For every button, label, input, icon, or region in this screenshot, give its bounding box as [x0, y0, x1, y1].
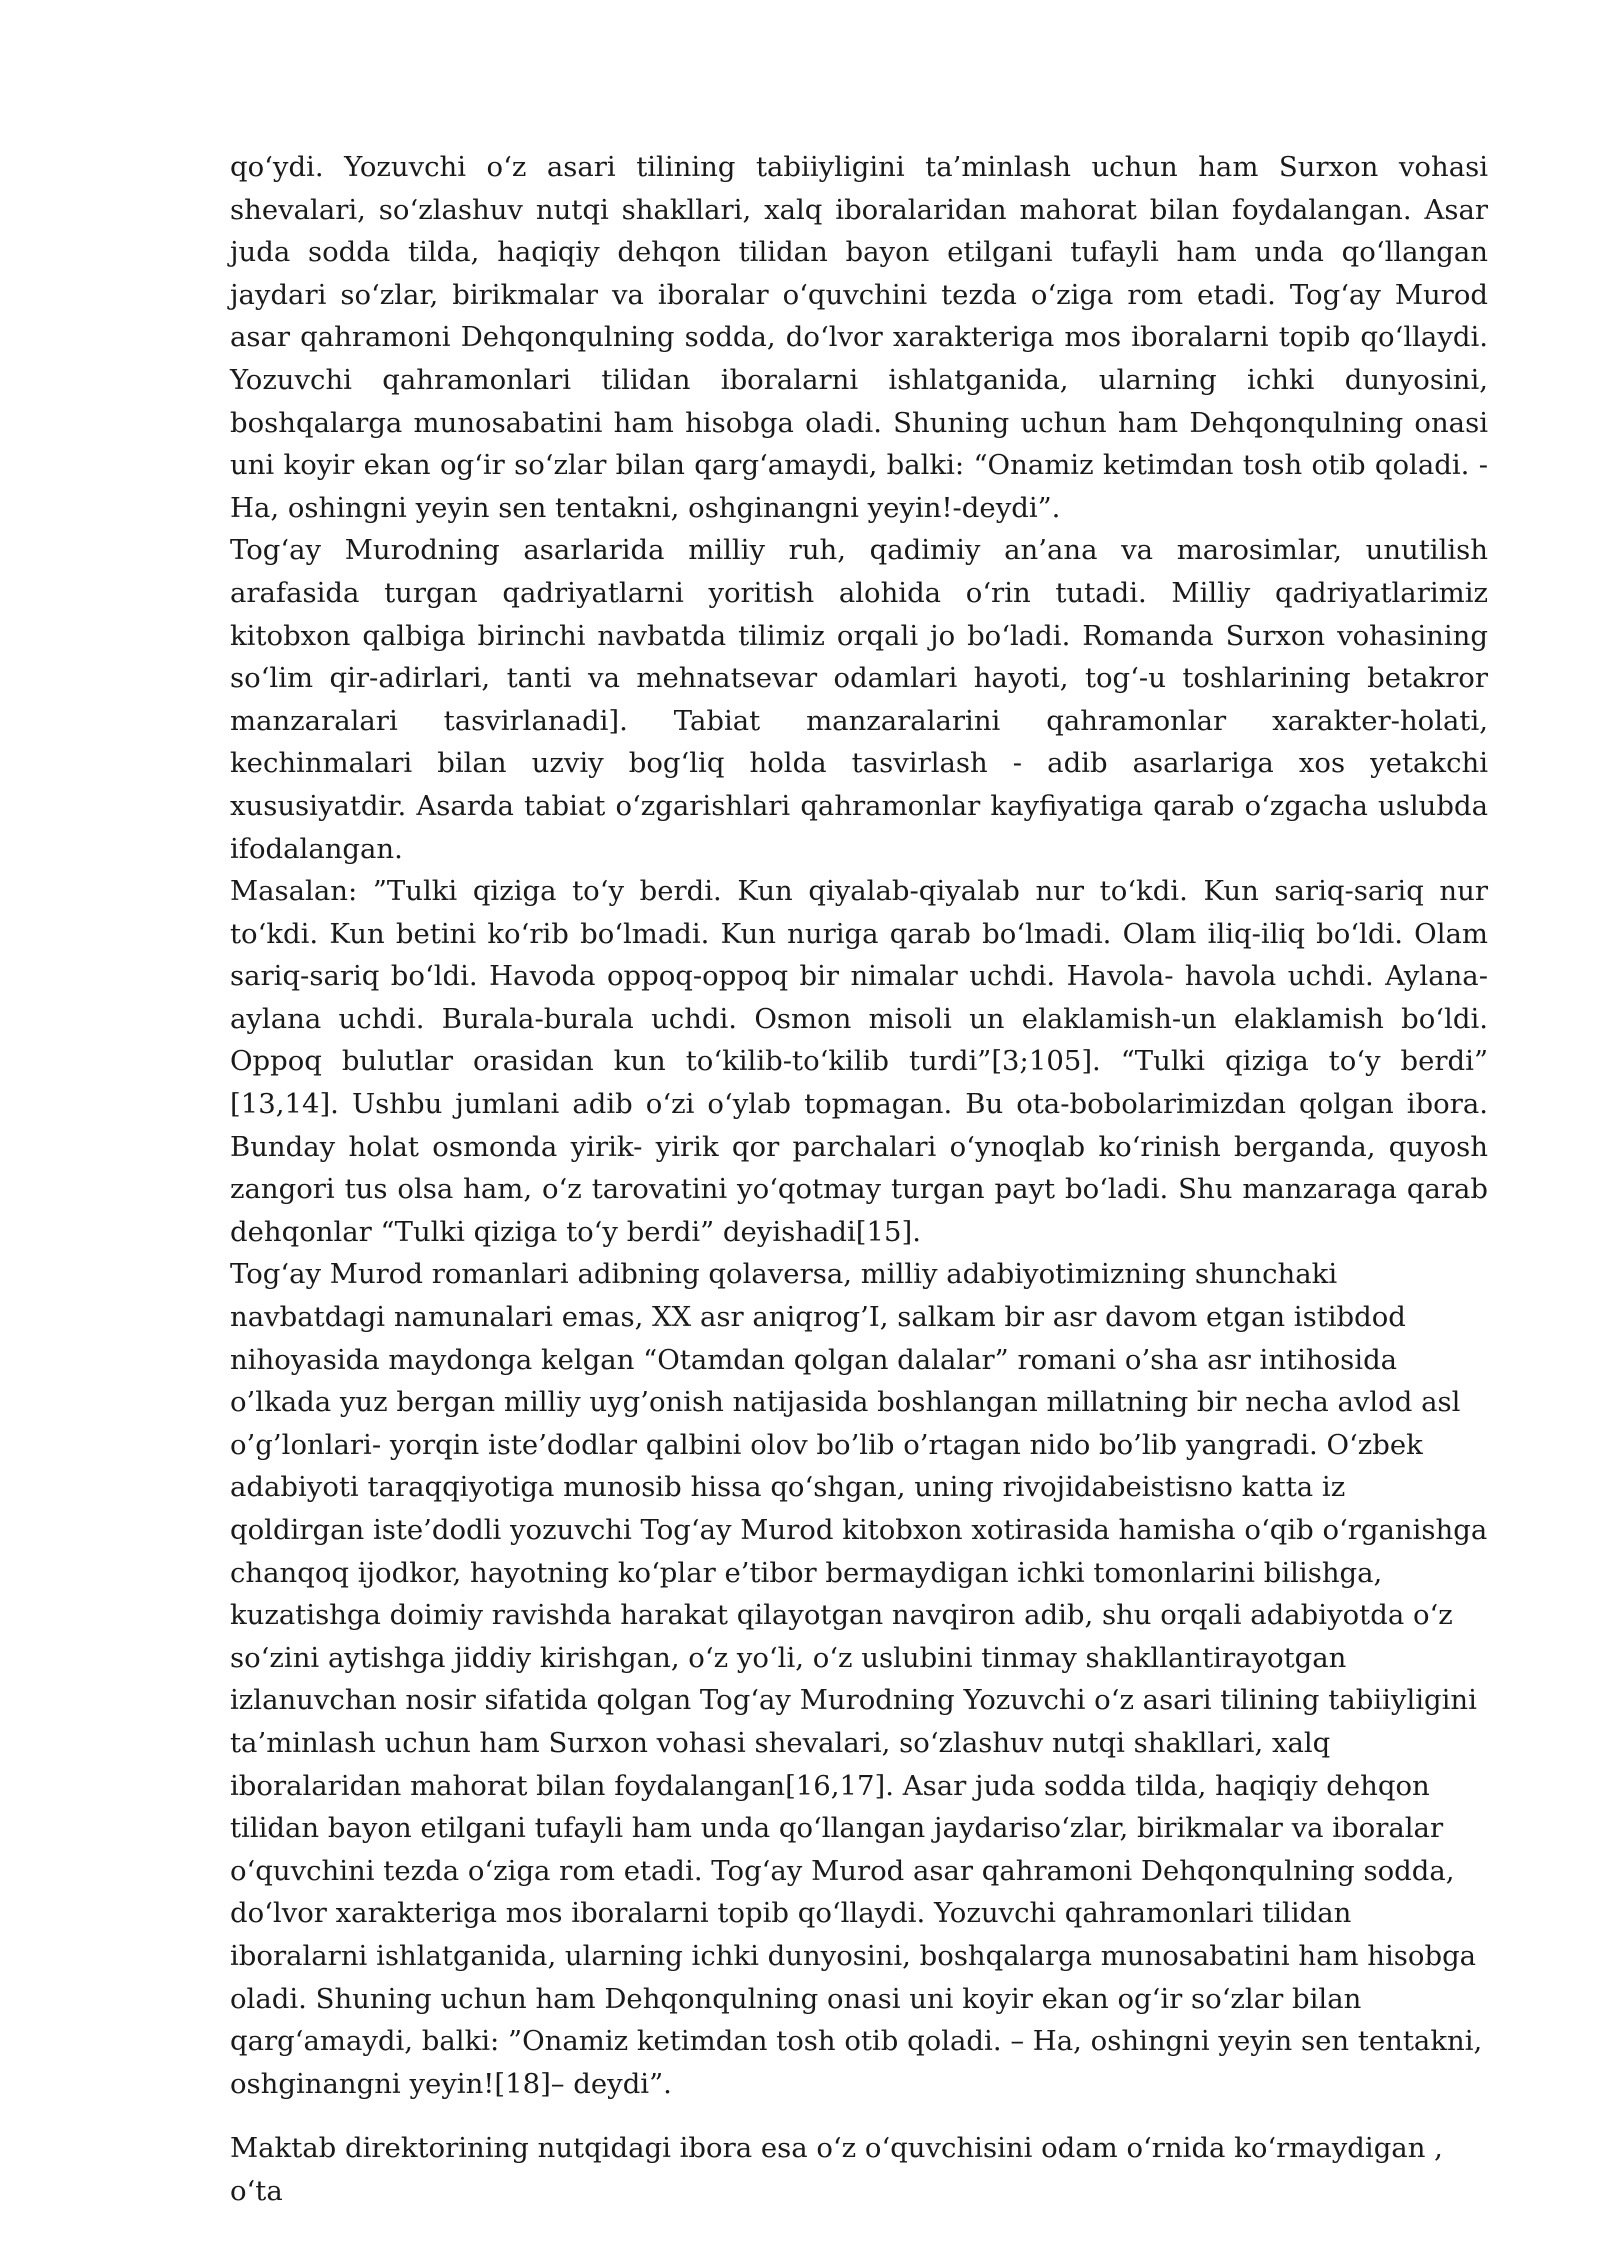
paragraph-2: Tog‘ay Murodning asarlarida milliy ruh, qadimiy an’ana va marosimlar, unutilish arafasida turgan qadriyatlarni yoritish alohida o‘rin tutadi. Milliy qadriyatlarimiz kitobxon qalbiga birinchi navbatda tilimiz orqali jo bo‘ladi. Romanda Surxon vohasining so‘lim qir-adirlari, tanti va mehnatsevar odamlari hayoti, tog‘-u toshlarining betakror manzaralari tasvirlanadi]. Tabiat manzaralarini qahramonlar xarakter-holati, kechinmalari bilan uzviy bog‘liq holda tasvirlash - adib asarlariga xos yetakchi xususiyatdir. Asarda tabiat o‘zgarishlari qahramonlar kayfiyatiga qarab o‘zgacha uslubda ifodalangan.: [230, 534, 1488, 865]
paragraph-3: Masalan: ”Tulki qiziga to‘y berdi. Kun qiyalab-qiyalab nur to‘kdi. Kun sariq-sariq nur to‘kdi. Kun betini ko‘rib bo‘lmadi. Kun nuriga qarab bo‘lmadi. Olam iliq-iliq bo‘ldi. Olam sariq-sariq bo‘ldi. Havoda oppoq-oppoq bir nimalar uchdi. Havola- havola uchdi. Aylana-aylana uchdi. Burala-burala uchdi. Osmon misoli un elaklamish-un elaklamish bo‘ldi. Oppoq bulutlar orasidan kun to‘kilib-to‘kilib turdi”[3;105]. “Tulki qiziga to‘y berdi” [13,14]. Ushbu jumlani adib o‘zi o‘ylab topmagan. Bu ota-bobolarimizdan qolgan ibora. Bunday holat osmonda yirik- yirik qor parchalari o‘ynoqlab ko‘rinish berganda, quyosh zangori tus olsa ham, o‘z tarovatini yo‘qotmay turgan payt bo‘ladi. Shu manzaraga qarab dehqonlar “Tulki qiziga to‘y berdi” deyishadi[15].: [230, 875, 1488, 1248]
paragraph-4: Tog‘ay Murod romanlari adibning qolaversa, milliy adabiyotimizning shunchaki navbatdagi namunalari emas, XX asr aniqrog’I, salkam bir asr davom etgan istibdod nihoyasida maydonga kelgan “Otamdan qolgan dalalar” romani o’sha asr intihosida o’lkada yuz bergan milliy uyg’onish natijasida boshlangan millatning bir necha avlod asl o’g’lonlari- yorqin iste’dodlar qalbini olov bo’lib o’rtagan nido bo’lib yangradi. O‘zbek adabiyoti taraqqiyotiga munosib hissa qo‘shgan, uning rivojidabeistisno katta iz qoldirgan iste’dodli yozuvchi Tog‘ay Murod kitobxon xotirasida hamisha o‘qib o‘rganishga chanqoq ijodkor, hayotning ko‘plar e’tibor bermaydigan ichki tomonlarini bilishga, kuzatishga doimiy ravishda harakat qilayotgan navqiron adib, shu orqali adabiyotda o‘z so‘zini aytishga jiddiy kirishgan, o‘z yo‘li, o‘z uslubini tinmay shakllantirayotgan izlanuvchan nosir sifatida qolgan Tog‘ay Murodning Yozuvchi o‘z asari tilining tabiiyligini ta’minlash uchun ham Surxon vohasi shevalari, so‘zlashuv nutqi shakllari, xalq iboralaridan mahorat bilan foydalangan[16,17]. Asar juda sodda tilda, haqiqiy dehqon tilidan bayon etilgani tufayli ham unda qo‘llangan jaydariso‘zlar, birikmalar va iboralar o‘quvchini tezda o‘ziga rom etadi. Tog‘ay Murod asar qahramoni Dehqonqulning sodda, do‘lvor xarakteriga mos iboralarni topib qo‘llaydi. Yozuvchi qahramonlari tilidan iboralarni ishlatganida, ularning ichki dunyosini, boshqalarga munosabatini ham hisobga oladi. Shuning uchun ham Dehqonqulning onasi uni koyir ekan og‘ir so‘zlar bilan qarg‘amaydi, balki: ”Onamiz ketimdan tosh otib qoladi. – Ha, oshingni yeyin sen tentakni, oshginangni yeyin![18]– deydi”.: [230, 1258, 1488, 2100]
paragraph-1: qo‘ydi. Yozuvchi o‘z asari tilining tabiiyligini ta’minlash uchun ham Surxon vohasi shevalari, so‘zlashuv nutqi shakllari, xalq iboralaridan mahorat bilan foydalangan. Asar juda sodda tilda, haqiqiy dehqon tilidan bayon etilgani tufayli ham unda qo‘llangan jaydari so‘zlar, birikmalar va iboralar o‘quvchini tezda o‘ziga rom etadi. Tog‘ay Murod asar qahramoni Dehqonqulning sodda, do‘lvor xarakteriga mos iboralarni topib qo‘llaydi. Yozuvchi qahramonlari tilidan iboralarni ishlatganida, ularning ichki dunyosini, boshqalarga munosabatini ham hisobga oladi. Shuning uchun ham Dehqonqulning onasi uni koyir ekan og‘ir so‘zlar bilan qarg‘amaydi, balki: “Onamiz ketimdan tosh otib qoladi. - Ha, oshingni yeyin sen tentakni, oshginangni yeyin!-deydi”.: [230, 151, 1488, 524]
paragraph-5: Maktab direktorining nutqidagi ibora esa o‘z o‘quvchisini odam o‘rnida ko‘rmaydigan , o‘ta: [230, 2132, 1443, 2207]
document-page: [230, 146, 1488, 2213]
